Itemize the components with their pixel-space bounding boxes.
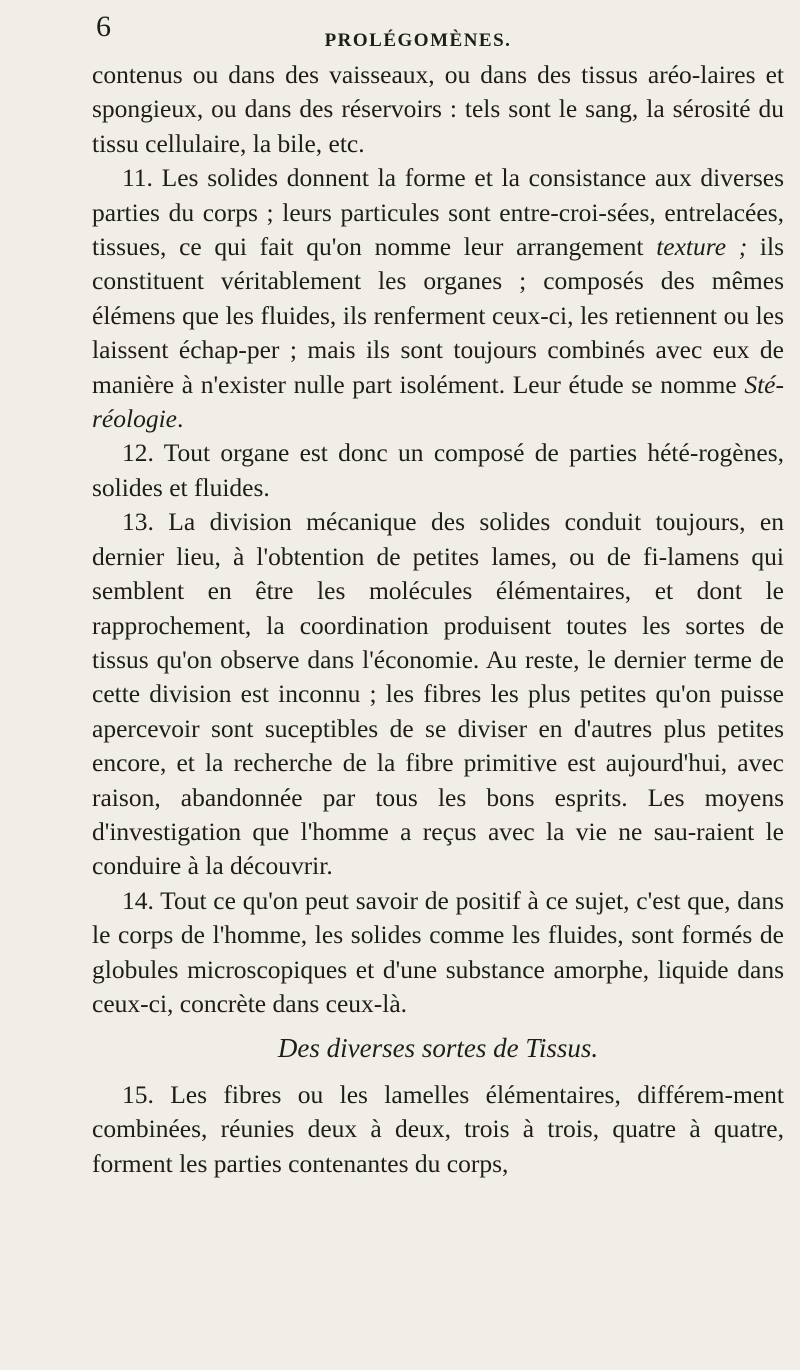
body-text — [92, 58, 784, 1181]
text-run: 11. Les solides donnent la forme et la consistance aux diverses parties du corps ; leurs particules sont entre-croi-sées, entrelacées, tissues, ce qui fait qu'on nomme leur arrangement — [92, 163, 784, 262]
text-run: contenus ou dans des vaisseaux, ou dans des tissus aréo-laires et spongieux, ou dans des réservoirs : tels sont le sang, la sérosité du tissu cellulaire, la bile, etc. — [92, 60, 784, 158]
text-run: 13. La division mécanique des solides conduit toujours, en dernier lieu, à l'obtention de petites lames, ou de fi-lamens qui semblent en être les molécules élémentaires, et dont le rapprochement, la coordination produisent toutes les sortes de tissus qu'on observe dans l'économie. Au reste, le dernier terme de cette division est inconnu ; les fibres les plus petites qu'on puisse apercevoir sont suceptibles de se diviser en d'autres plus petites encore, et la recherche de la fibre primitive est aujourd'hui, avec raison, abandonnée par tous les bons esprits. Les moyens d'investigation que l'homme a reçus avec la vie ne sau-raient le conduire à la découvrir. — [92, 507, 784, 881]
paragraph-15 — [92, 1078, 784, 1181]
running-title: PROLÉGOMÈNES. — [324, 30, 512, 51]
italic-term-stereologie: Sté-réologie — [92, 369, 784, 434]
paragraph-11 — [92, 161, 784, 436]
text-run: . — [176, 404, 184, 434]
paragraph-13 — [92, 505, 784, 883]
text-run: ils constituent véritablement les organes ; composés des mêmes élémens que les fluides, ils renferment ceux-ci, les retiennent ou les laissent échap-per ; mais ils sont toujours combinés avec eux de manière à n'exister nulle part isolément. Leur étude se nomme — [92, 232, 784, 399]
paragraph-14 — [92, 884, 784, 1022]
italic-term-texture: texture ; — [656, 232, 748, 262]
text-run: 14. Tout ce qu'on peut savoir de positif à ce sujet, c'est que, dans le corps de l'homme, les solides comme les fluides, sont formés de globules microscopiques et d'une substance amorphe, liquide dans ceux-ci, concrète dans ceux-là. — [92, 885, 784, 1018]
page-header — [96, 8, 740, 52]
paragraph-12 — [92, 436, 784, 505]
text-run: 15. Les fibres ou les lamelles élémentaires, différem-ment combinées, réunies deux à deux, trois à trois, quatre à quatre, forment les parties contenantes du corps, — [92, 1079, 784, 1178]
page-number: 6 — [96, 10, 111, 43]
text-run: 12. Tout organe est donc un composé de parties hété-rogènes, solides et fluides. — [92, 438, 784, 502]
section-title: Des diverses sortes de Tissus. — [277, 1033, 599, 1064]
paragraph-continuation — [92, 58, 784, 161]
